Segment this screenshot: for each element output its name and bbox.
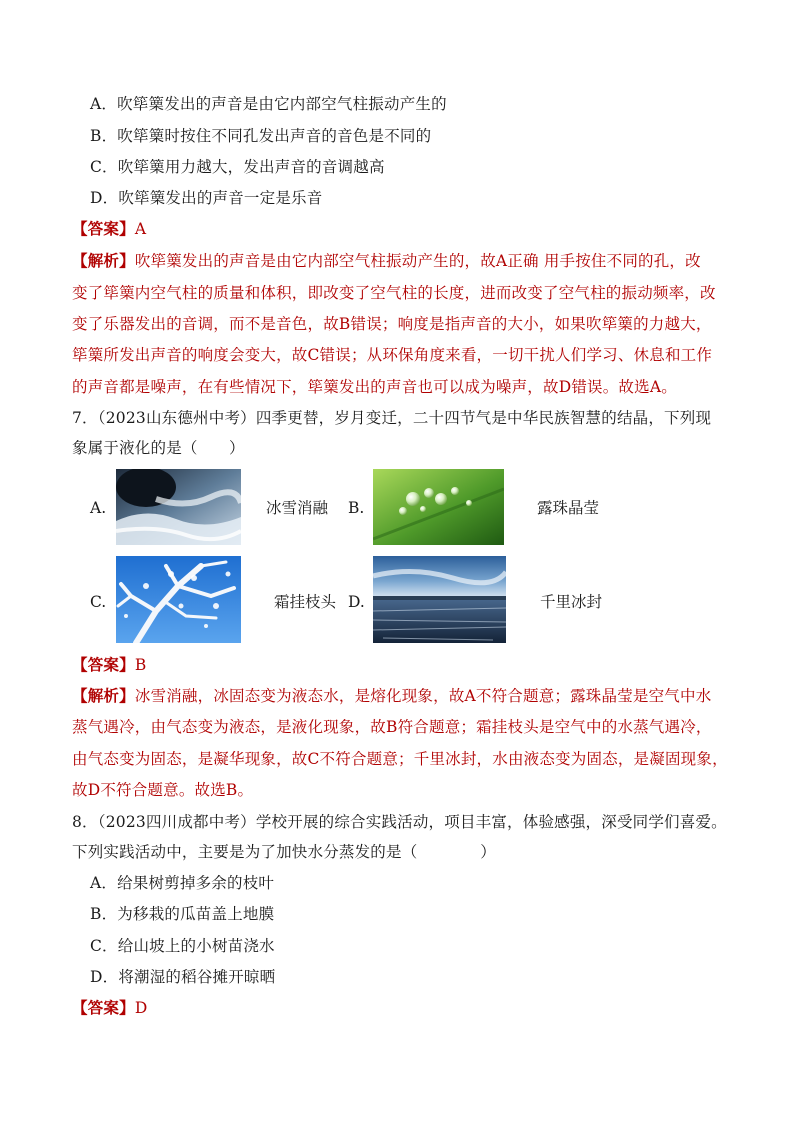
ice-melting-image <box>116 469 241 545</box>
q7-option-b-letter: B. <box>348 499 365 517</box>
q7-option-d-letter: D. <box>348 593 365 611</box>
q7-answer <box>72 655 146 675</box>
q7-option-a-caption: 冰雪消融 <box>266 499 329 517</box>
q6-analysis-line-3: 变了乐器发出的音调，而不是音色，故B错误；响度是指声音的大小，如果吹筚篥的力越大， <box>72 315 712 333</box>
q7-stem-line-2: 象属于液化的是（ ） <box>72 439 245 457</box>
q6-option-a: A．吹筚篥发出的声音是由它内部空气柱振动产生的 <box>90 95 447 113</box>
q6-analysis-line-5: 的声音都是噪声，在有些情况下，筚篥发出的声音也可以成为噪声，故D错误。故选A。 <box>72 378 677 396</box>
q6-option-c: C．吹筚篥用力越大，发出声音的音调越高 <box>90 158 385 176</box>
answer-label: 【答案】 <box>72 219 135 238</box>
q8-option-d: D．将潮湿的稻谷摊开晾晒 <box>90 968 276 986</box>
frost-branches-image <box>116 556 241 643</box>
analysis-text: 吹筚篥发出的声音是由它内部空气柱振动产生的，故A正确 用手按住不同的孔，改 <box>134 252 701 270</box>
q8-option-c: C．给山坡上的小树苗浇水 <box>90 937 275 955</box>
analysis-label: 【解析】 <box>72 251 135 270</box>
q7-analysis-line-3: 由气态变为固态，是凝华现象，故C不符合题意；千里冰封，水由液态变为固态，是凝固现象， <box>72 750 728 768</box>
q7-analysis-line-4: 故D不符合题意。故选B。 <box>72 781 254 799</box>
q6-option-b: B．吹筚篥时按住不同孔发出声音的音色是不同的 <box>90 127 432 145</box>
q7-option-c-letter: C. <box>90 593 107 611</box>
q7-analysis-line-2: 蒸气遇冷，由气态变为液态，是液化现象，故B符合题意；霜挂枝头是空气中的水蒸气遇冷， <box>72 718 712 736</box>
q7-option-b-caption: 露珠晶莹 <box>537 499 600 517</box>
q7-option-a-letter: A. <box>90 499 107 517</box>
q8-option-b: B．为移栽的瓜苗盖上地膜 <box>90 905 275 923</box>
q7-option-c-caption: 霜挂枝头 <box>274 593 337 611</box>
q7-stem-line-1: 7．（2023山东德州中考）四季更替，岁月变迁，二十四节气是中华民族智慧的结晶，下列现 <box>72 409 712 427</box>
frozen-lake-image <box>373 556 506 643</box>
q7-analysis-line-1 <box>72 686 711 706</box>
answer-label: 【答案】 <box>72 998 135 1017</box>
dew-drops-image <box>373 469 504 545</box>
q8-option-a: A．给果树剪掉多余的枝叶 <box>90 874 275 892</box>
analysis-label: 【解析】 <box>72 686 135 705</box>
q8-stem-line-2: 下列实践活动中，主要是为了加快水分蒸发的是（ ） <box>72 843 496 861</box>
q6-analysis-line-4: 筚篥所发出声音的响度会变大，故C错误；从环保角度来看，一切干扰人们学习、休息和工作 <box>72 346 713 364</box>
answer-value: D <box>134 999 148 1017</box>
q8-answer <box>72 998 147 1018</box>
q6-analysis-line-2: 变了筚篥内空气柱的质量和体积，即改变了空气柱的长度，进而改变了空气柱的振动频率，改 <box>72 284 716 302</box>
q6-answer <box>72 219 146 239</box>
answer-label: 【答案】 <box>72 655 135 674</box>
analysis-text: 冰雪消融，冰固态变为液态水，是熔化现象，故A不符合题意；露珠晶莹是空气中水 <box>134 687 712 705</box>
q7-option-d-caption: 千里冰封 <box>540 593 603 611</box>
q6-option-d: D．吹筚篥发出的声音一定是乐音 <box>90 189 323 207</box>
q6-analysis-line-1 <box>72 251 701 271</box>
answer-value: A <box>134 220 147 238</box>
answer-value: B <box>134 656 147 674</box>
q8-stem-line-1: 8．（2023四川成都中考）学校开展的综合实践活动，项目丰富，体验感强，深受同学们喜爱。 <box>72 813 727 831</box>
